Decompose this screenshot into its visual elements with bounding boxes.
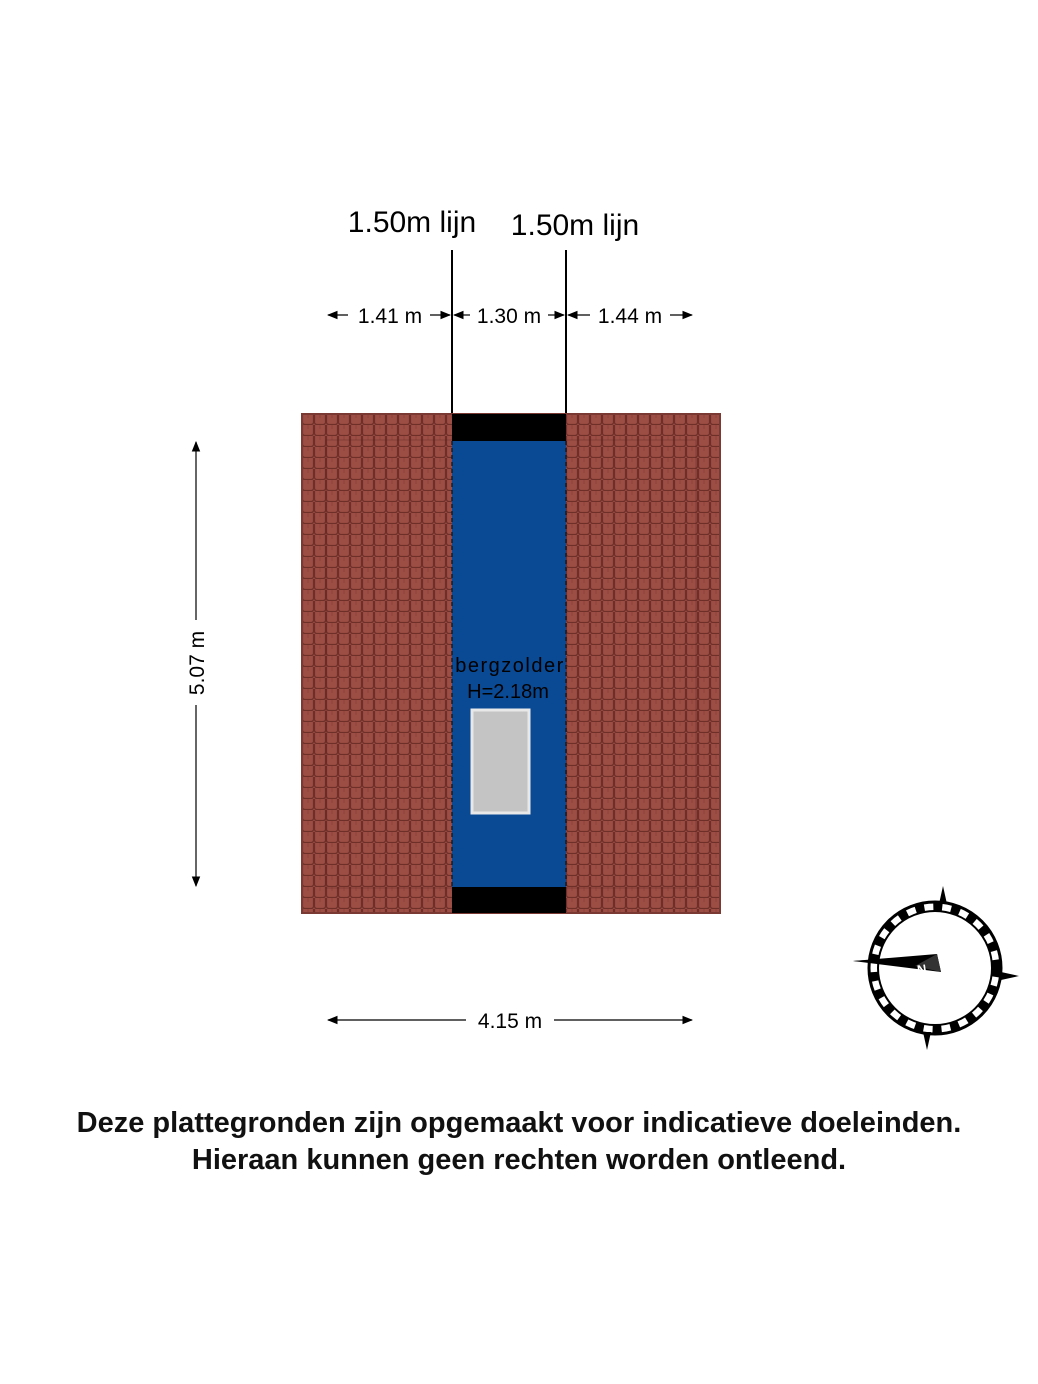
disclaimer-line-2: Hieraan kunnen geen rechten worden ontleend. bbox=[191, 1144, 847, 1176]
skylight bbox=[472, 710, 529, 813]
roof-left-tiles bbox=[302, 414, 452, 913]
room-name: bergzolder bbox=[455, 655, 565, 677]
right-width-label: 1.44 m bbox=[597, 305, 663, 328]
compass-icon bbox=[853, 886, 1019, 1050]
middle-width-label: 1.30 m bbox=[476, 305, 542, 328]
top-beam bbox=[452, 414, 566, 441]
disclaimer-line-1: Deze plattegronden zijn opgemaakt voor indicatieve doeleinden. bbox=[76, 1107, 962, 1139]
height-label: 5.07 m bbox=[186, 630, 209, 696]
left-width-label: 1.41 m bbox=[357, 305, 423, 328]
right-line-label: 1.50m lijn bbox=[510, 209, 640, 242]
room-height: H=2.18m bbox=[467, 681, 549, 703]
bottom-beam bbox=[452, 887, 566, 913]
roof-right-tiles bbox=[566, 414, 720, 913]
svg-text:N: N bbox=[916, 961, 928, 978]
total-width-label: 4.15 m bbox=[477, 1010, 543, 1033]
left-line-label: 1.50m lijn bbox=[347, 206, 477, 239]
